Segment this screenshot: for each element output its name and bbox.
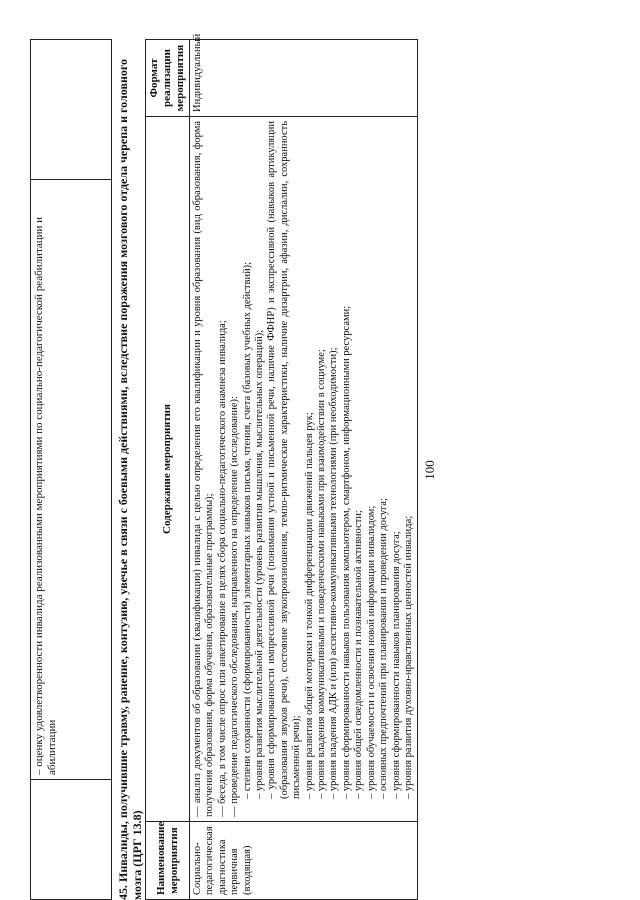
continuation-empty-cell [31, 780, 112, 900]
content-line: – уровня сформированности навыков планирования досуга; [390, 531, 402, 799]
header-content: Содержание мероприятия [146, 117, 190, 822]
content-line: — беседа, в том числе опрос или анкетирование в целях сбора социально-педагогического анамнеза инвалида; [216, 320, 228, 817]
section-title: 45. Инвалиды, получившие травму, ранение, контузию, увечье в связи с боевыми действиями, вследствие поражения мозгового отдела черепа и головного мозга (ЦРГ 13.8) [116, 58, 144, 900]
continuation-empty-cell [31, 40, 112, 180]
content-line: – уровня сформированности импрессивной речи (понимания устной и письменной речи, наличие ФФНР) и экспрессивной (навыков артикуляции (образования звуков речи), состояние звукопроизношения, темпо-ритмические характеристики, наличие дизартрии, афазии, дислалии, сохранность письменной речи); [266, 121, 303, 799]
content-line: — анализ документов об образовании (квалификации) инвалида с целью определения его квалификации и уровня образования (вид образования, форма получения образования, форма обучения, образовательные программы); [192, 121, 216, 817]
continuation-text: – оценку удовлетворенности инвалида реализованными мероприятиями по социально-педагогической реабилитации и абилитации [31, 180, 112, 780]
content-line: – уровня владения АДК и (или) ассистивно-коммуникативными технологиями (при необходимости); [328, 347, 340, 799]
row-name: Социально-педагогическая диагностика первичная (входящая) [190, 822, 418, 900]
table-row [190, 40, 418, 900]
activities-table [145, 33, 418, 900]
content-line: – уровня развития духовно-нравственных ценностей инвалида; [402, 515, 414, 799]
content-line: – уровня общей осведомленности и познавательной активности; [353, 510, 365, 799]
content-line: – уровня владения коммуникативными и поведенческими навыками при взаимодействии в социуме; [316, 349, 328, 799]
content-line: – уровня обучаемости и освоения новой информации инвалидом; [365, 505, 377, 799]
header-format: Формат реализации мероприятия [146, 40, 190, 117]
content-line: – уровня развития общей моторики и тонкой дифференциации движений пальцев рук; [303, 412, 315, 799]
continuation-table [30, 39, 112, 900]
page-number: 100 [422, 460, 437, 480]
row-content [190, 117, 418, 822]
rotated-page [30, 33, 610, 900]
row-format: Индивидуальный [190, 40, 418, 117]
table-header-row [146, 40, 190, 900]
content-line: – уровня развития мыслительной деятельности (уровень развития мышления, мыслительных операций); [254, 329, 266, 799]
header-name: Наименование мероприятия [146, 822, 190, 900]
content-line: – уровня сформированности навыков пользования компьютером, смартфоном, информационными ресурсами; [340, 305, 352, 799]
content-line: – степени сохранности (сформированности) элементарных навыков письма, чтения, счета (базовых учебных действий); [241, 261, 253, 799]
content-line: — проведение педагогического обследования, направленного на определение (исследование): [229, 396, 241, 817]
content-line: – основных предпочтений при планировании и проведении досуга; [378, 498, 390, 799]
